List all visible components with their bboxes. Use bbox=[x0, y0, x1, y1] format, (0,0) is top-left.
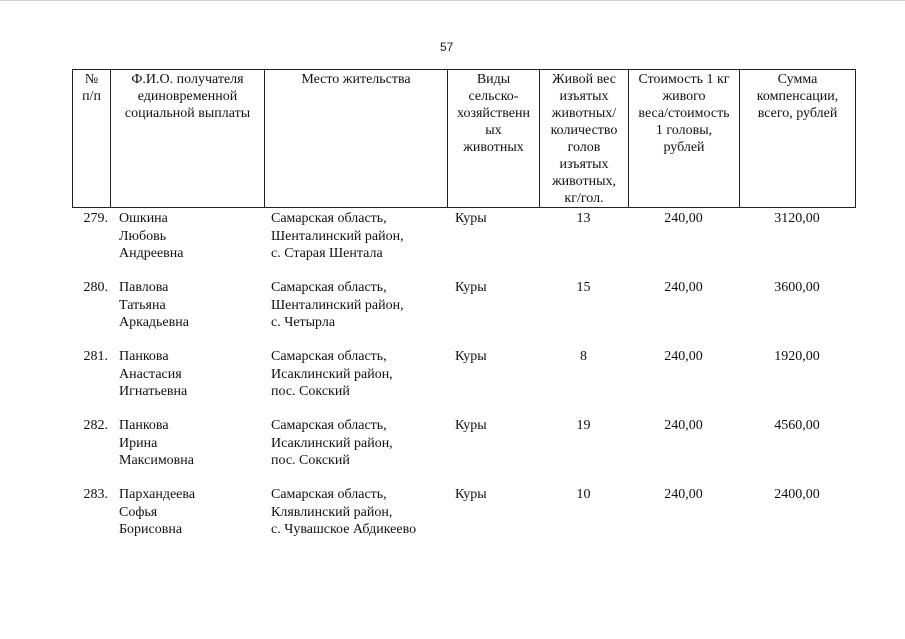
header-col-recipient-name bbox=[111, 70, 265, 208]
header-text-line: п/п bbox=[82, 89, 101, 104]
animal-type: Куры bbox=[455, 349, 487, 364]
residence-line: пос. Сокский bbox=[271, 384, 350, 399]
header-text-line: изъятых bbox=[559, 157, 609, 172]
header-text-line: животных, bbox=[551, 174, 616, 189]
header-text-line: Живой вес bbox=[552, 72, 616, 87]
recipient-name bbox=[119, 279, 269, 332]
recipient-name-line: Максимовна bbox=[119, 453, 194, 468]
residence bbox=[271, 210, 451, 263]
unit-cost: 240,00 bbox=[664, 349, 703, 364]
unit-cost: 240,00 bbox=[664, 211, 703, 226]
header-text-line: рублей bbox=[663, 140, 705, 155]
unit-cost: 240,00 bbox=[664, 280, 703, 295]
recipient-name bbox=[119, 210, 269, 263]
header-text-line: животных/ bbox=[551, 106, 617, 121]
header-col-unit-cost bbox=[629, 70, 740, 208]
table-row bbox=[72, 417, 855, 477]
recipient-name-line: Борисовна bbox=[119, 522, 183, 537]
table-row bbox=[72, 348, 855, 408]
header-col-compensation-sum bbox=[740, 70, 856, 208]
header-text-line: социальной выплаты bbox=[124, 106, 251, 121]
scan-top-edge bbox=[0, 0, 905, 1]
compensation-sum: 4560,00 bbox=[774, 418, 820, 433]
header-text-line: животных bbox=[463, 140, 524, 155]
live-weight: 10 bbox=[576, 487, 591, 502]
residence-line: Шенталинский район, bbox=[271, 297, 404, 313]
header-text-line: Сумма bbox=[777, 72, 818, 87]
residence-line: с. Четырла bbox=[271, 315, 336, 330]
residence-line: с. Старая Шентала bbox=[271, 246, 383, 261]
header-text-line: Ф.И.О. получателя bbox=[131, 72, 244, 87]
live-weight: 15 bbox=[576, 280, 591, 295]
header-text-line: количество bbox=[550, 123, 618, 138]
recipient-name-line: Татьяна bbox=[119, 297, 166, 313]
header-text-line: Виды bbox=[476, 72, 511, 87]
recipient-name-line: Павлова bbox=[119, 280, 169, 295]
row-number: 279. bbox=[83, 211, 108, 226]
row-number: 280. bbox=[83, 280, 108, 295]
header-text-line: хозяйственн bbox=[457, 106, 530, 121]
compensation-sum: 3600,00 bbox=[774, 280, 820, 295]
live-weight: 8 bbox=[580, 349, 587, 364]
residence-line: Самарская область, bbox=[271, 487, 387, 502]
table-row bbox=[72, 279, 855, 339]
residence-line: Клявлинский район, bbox=[271, 504, 393, 520]
recipient-name-line: Панкова bbox=[119, 418, 169, 433]
residence bbox=[271, 348, 451, 401]
compensation-sum: 2400,00 bbox=[774, 487, 820, 502]
residence-line: пос. Сокский bbox=[271, 453, 350, 468]
header-text-line: кг/гол. bbox=[564, 191, 604, 206]
recipient-name-line: Софья bbox=[119, 504, 158, 520]
animal-type: Куры bbox=[455, 418, 487, 433]
residence-line: Исаклинский район, bbox=[271, 435, 393, 451]
header-text-line: компенсации, bbox=[756, 89, 839, 104]
recipient-name-line: Ирина bbox=[119, 435, 158, 451]
recipient-name-line: Андреевна bbox=[119, 246, 184, 261]
header-text-line: № bbox=[84, 72, 99, 87]
table-header bbox=[72, 69, 856, 208]
header-text-line: сельско- bbox=[468, 89, 519, 104]
compensation-sum: 1920,00 bbox=[774, 349, 820, 364]
residence-line: Самарская область, bbox=[271, 418, 387, 433]
live-weight: 13 bbox=[576, 211, 591, 226]
header-col-residence bbox=[265, 70, 448, 208]
recipient-name bbox=[119, 417, 269, 470]
recipient-name-line: Любовь bbox=[119, 228, 167, 244]
header-text-line: ых bbox=[485, 123, 502, 138]
unit-cost: 240,00 bbox=[664, 487, 703, 502]
header-col-animal-type bbox=[448, 70, 540, 208]
recipient-name-line: Пархандеева bbox=[119, 487, 196, 502]
header-text-line: живого bbox=[662, 89, 706, 104]
residence bbox=[271, 486, 451, 539]
row-number: 281. bbox=[83, 349, 108, 364]
recipient-name-line: Игнатьевна bbox=[119, 384, 188, 399]
header-text-line: Стоимость 1 кг bbox=[638, 72, 730, 87]
animal-type: Куры bbox=[455, 211, 487, 226]
recipient-name-line: Панкова bbox=[119, 349, 169, 364]
header-text-line: Место жительства bbox=[301, 72, 411, 87]
recipient-name bbox=[119, 348, 269, 401]
residence bbox=[271, 279, 451, 332]
live-weight: 19 bbox=[576, 418, 591, 433]
compensation-sum: 3120,00 bbox=[774, 211, 820, 226]
header-text-line: изъятых bbox=[559, 89, 609, 104]
header-text-line: единовременной bbox=[137, 89, 238, 104]
recipient-name-line: Анастасия bbox=[119, 366, 182, 382]
residence-line: Самарская область, bbox=[271, 280, 387, 295]
animal-type: Куры bbox=[455, 487, 487, 502]
recipient-name bbox=[119, 486, 269, 539]
residence bbox=[271, 417, 451, 470]
residence-line: Шенталинский район, bbox=[271, 228, 404, 244]
table-row bbox=[72, 210, 855, 270]
header-col-number bbox=[73, 70, 111, 208]
animal-type: Куры bbox=[455, 280, 487, 295]
recipient-name-line: Ошкина bbox=[119, 211, 168, 226]
header-text-line: голов bbox=[567, 140, 601, 155]
residence-line: Исаклинский район, bbox=[271, 366, 393, 382]
residence-line: Самарская область, bbox=[271, 349, 387, 364]
header-text-line: веса/стоимость bbox=[638, 106, 730, 121]
header-text-line: 1 головы, bbox=[655, 123, 713, 138]
recipient-name-line: Аркадьевна bbox=[119, 315, 189, 330]
residence-line: с. Чувашское Абдикеево bbox=[271, 522, 417, 537]
unit-cost: 240,00 bbox=[664, 418, 703, 433]
table-row bbox=[72, 486, 855, 546]
residence-line: Самарская область, bbox=[271, 211, 387, 226]
page-number: 57 bbox=[440, 40, 454, 54]
header-row bbox=[73, 70, 856, 208]
row-number: 282. bbox=[83, 418, 108, 433]
row-number: 283. bbox=[83, 487, 108, 502]
header-text-line: всего, рублей bbox=[757, 106, 838, 121]
header-col-live-weight bbox=[540, 70, 629, 208]
